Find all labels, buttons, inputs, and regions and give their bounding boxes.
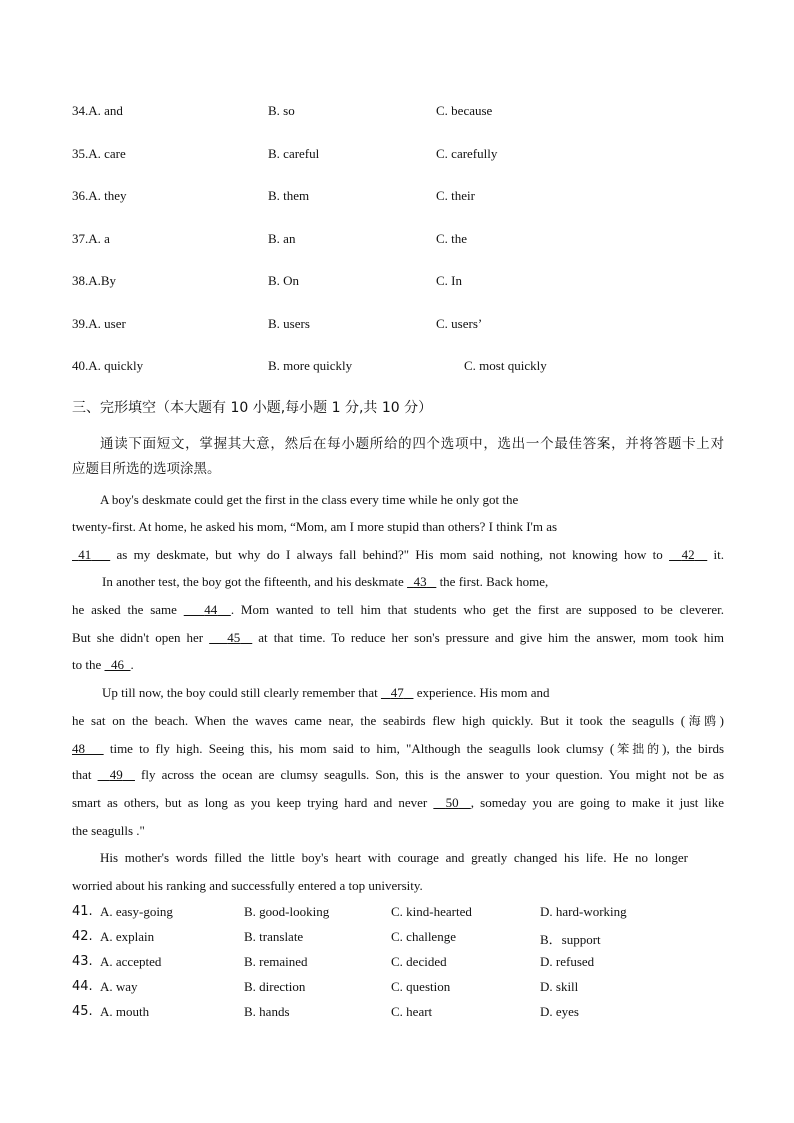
option-d: B．support [540, 932, 601, 947]
passage-line: In another test, the boy got the fifteenth, and his deskmate 43 the first. Back home, [102, 574, 549, 589]
option-b: B. more quickly [268, 358, 353, 373]
option-d: D. skill [540, 979, 579, 994]
passage-line: twenty-first. At home, he asked his mom, “Mom, am I more stupid than others? I think I'm as [72, 519, 558, 534]
passage-line: 48 time to fly high. Seeing this, his mom said to him, "Although the seagulls look clumsy (笨拙的), the birds [72, 741, 725, 756]
passage-line: the seagulls ." [72, 823, 145, 838]
option-a: A. accepted [100, 954, 162, 969]
option-c: C. decided [391, 954, 447, 969]
question-number: 44. [72, 979, 93, 994]
option-a: A. easy-going [100, 904, 173, 919]
passage-line: that 49 fly across the ocean are clumsy seagulls. Son, this is the answer to your question. You might not be as [72, 767, 725, 782]
passage-line: he asked the same 44 . Mom wanted to tell him that students who get the first are supposed to be cleverer. [72, 602, 725, 617]
option-c: C. because [436, 103, 493, 118]
option-b: B. hands [244, 1004, 290, 1019]
blank-48: 48 [72, 741, 85, 756]
option-b: B. translate [244, 929, 304, 944]
passage-line: worried about his ranking and successfully entered a top university. [72, 878, 423, 893]
question-number: 45. [72, 1004, 93, 1019]
passage-line: smart as others, but as long as you keep trying hard and never 50 , someday you are going to make it just like [72, 795, 724, 810]
option-b: B. remained [244, 954, 308, 969]
blank-45: 45 [227, 630, 241, 645]
blank-47: 47 [390, 685, 404, 700]
passage-line: His mother's words filled the little boy's heart with courage and greatly changed his life. He no longer [100, 850, 688, 865]
option-a: 35.A. care [72, 146, 126, 161]
option-a: 38.A.By [72, 273, 117, 288]
option-b: B. users [268, 316, 310, 331]
section-instruction-line-2: 应题目所选的选项涂黑。 [72, 461, 221, 477]
question-number: 43. [72, 954, 93, 969]
question-number: 41. [72, 904, 93, 919]
passage-line: he sat on the beach. When the waves came near, the seabirds flew high quickly. But it took the seagulls (海鸥) [72, 713, 724, 728]
option-c: C. most quickly [464, 358, 547, 373]
option-a: 39.A. user [72, 316, 126, 331]
option-c: C. carefully [436, 146, 498, 161]
option-a: A. way [100, 979, 138, 994]
blank-49: 49 [109, 767, 123, 782]
option-b: B. good-looking [244, 904, 330, 919]
option-a: A. explain [100, 929, 155, 944]
option-b: B. an [268, 231, 296, 246]
passage-line: A boy's deskmate could get the first in the class every time while he only got the [100, 492, 519, 507]
option-d: D. refused [540, 954, 595, 969]
passage-line: But she didn't open her 45 at that time. To reduce her son's pressure and give him the answer, mom took him [72, 630, 724, 645]
option-b: B. On [268, 273, 300, 288]
option-b: B. careful [268, 146, 320, 161]
option-b: B. direction [244, 979, 306, 994]
option-a: 34.A. and [72, 103, 123, 118]
question-number: 42. [72, 929, 93, 944]
blank-44: 44 [204, 602, 218, 617]
option-b: B. them [268, 188, 310, 203]
option-c: C. the [436, 231, 468, 246]
option-c: C. question [391, 979, 451, 994]
option-d: D. hard-working [540, 904, 627, 919]
blank-41: 41 [78, 547, 92, 562]
option-a: 37.A. a [72, 231, 110, 246]
option-c: C. their [436, 188, 475, 203]
section-title: 三、完形填空（本大题有 10 小题,每小题 1 分,共 10 分） [72, 400, 433, 416]
blank-46: 46 [111, 657, 124, 672]
blank-43: 43 [413, 574, 427, 589]
option-d: D. eyes [540, 1004, 579, 1019]
passage-line: 41 as my deskmate, but why do I always fall behind?" His mom said nothing, not knowing how to 42 it. [72, 547, 724, 565]
option-a: 36.A. they [72, 188, 127, 203]
option-c: C. heart [391, 1004, 433, 1019]
option-c: C. users’ [436, 316, 483, 331]
option-c: C. kind-hearted [391, 904, 472, 919]
passage-line: to the 46 . [72, 657, 134, 672]
blank-42: 42 [681, 547, 695, 562]
section-instruction-line-1: 通读下面短文，掌握其大意，然后在每小题所给的四个选项中，选出一个最佳答案，并将答题卡上对 [100, 436, 724, 452]
option-c: C. In [436, 273, 462, 288]
option-a: A. mouth [100, 1004, 150, 1019]
option-b: B. so [268, 103, 295, 118]
blank-50: 50 [445, 795, 459, 810]
passage-line: Up till now, the boy could still clearly remember that 47 experience. His mom and [102, 685, 550, 700]
option-a: 40.A. quickly [72, 358, 144, 373]
option-c: C. challenge [391, 929, 456, 944]
